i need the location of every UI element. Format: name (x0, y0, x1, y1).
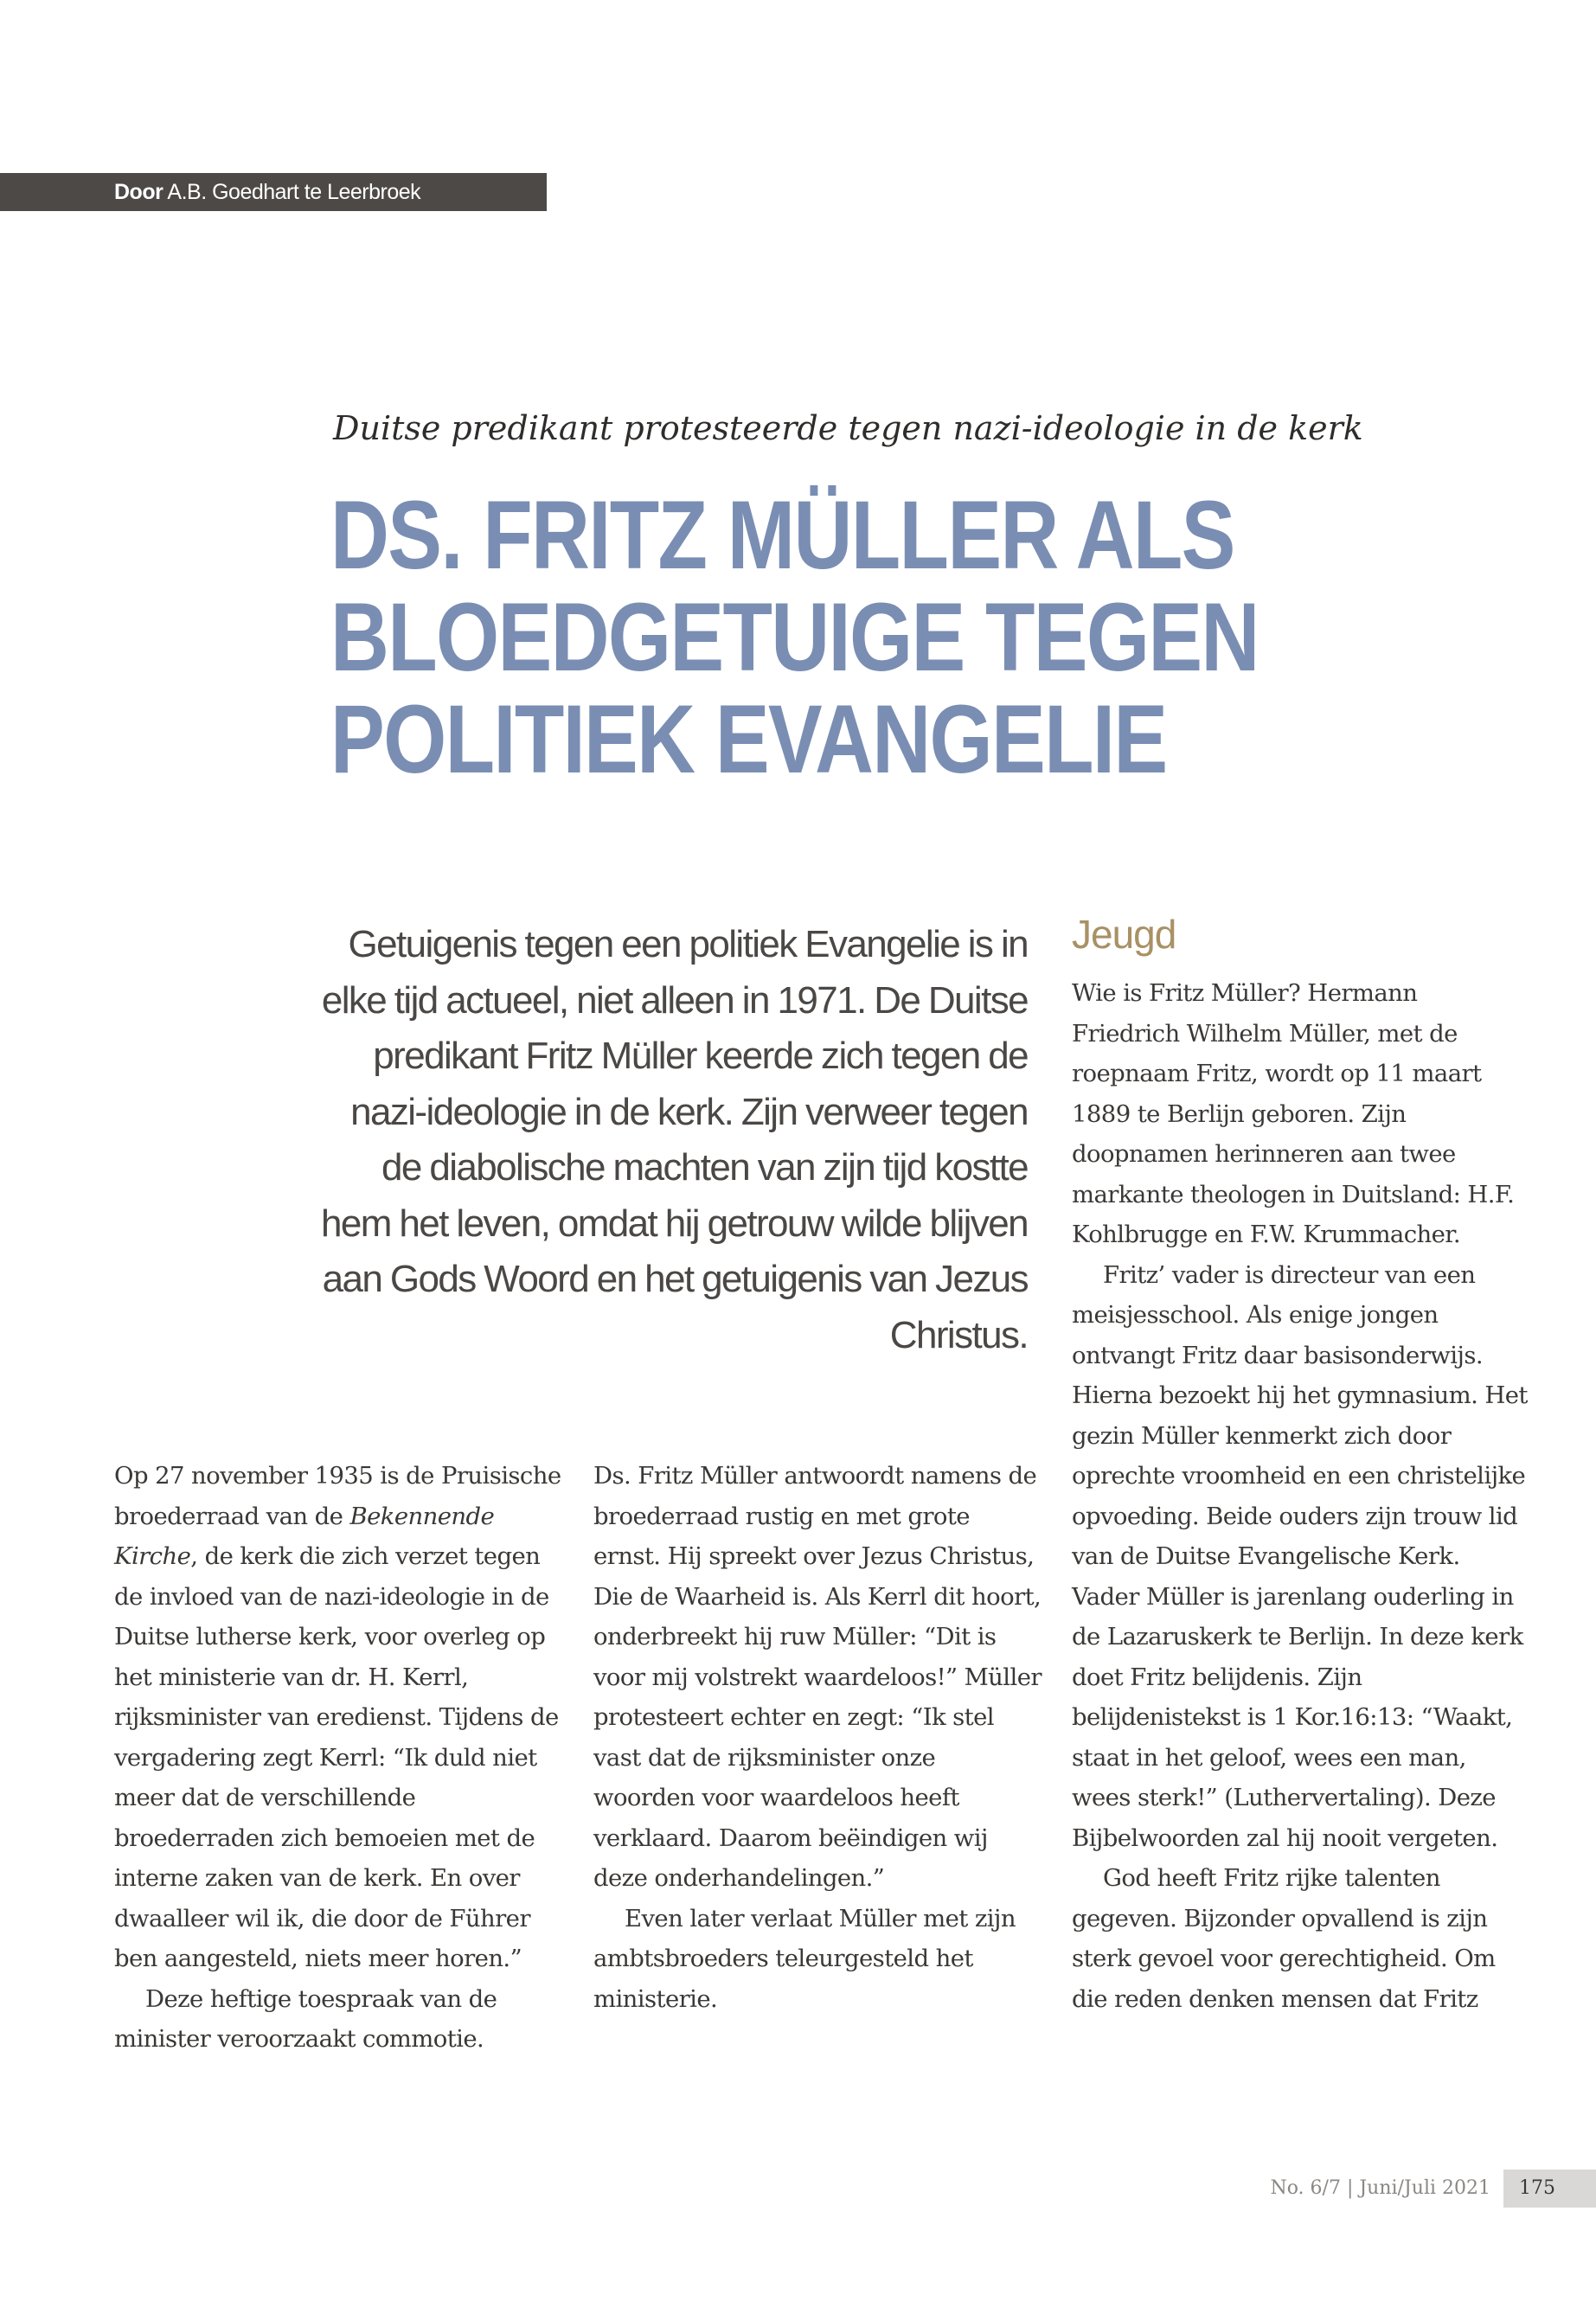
lead-text: Getuigenis tegen een politiek Evangelie is in elke tijd actueel, niet alleen in 1971. De Duitse predikant Fritz Müller keerde zich tegen de nazi-ideologie in de kerk. Zijn verweer tegen de diabolische machten van zijn tijd kostte hem het leven, omdat hij getrouw wilde blijven aan Gods Woord en het getuigenis van Jezus Christus. (321, 923, 1028, 1356)
headline-line-3: POLITIEK EVANGELIE (330, 685, 1167, 793)
column2-paragraph-1: Ds. Fritz Müller antwoordt namens de broederraad rustig en met grote ernst. Hij spreekt over Jezus Christus, Die de Waarheid is. Als Kerrl dit hoort, onderbreekt hij ruw Müller: “Dit is voor mij volstrekt waardeloos!” Müller protesteert echter en zegt: “Ik stel vast dat de rijksminister onze woorden voor waardeloos heeft verklaard. Daarom beëindigen wij deze onderhandelingen.” (593, 1462, 1042, 1892)
section-heading-jeugd: Jeugd (1072, 912, 1176, 957)
article-column-2 (593, 1456, 1043, 2019)
column1-paragraph-2: Deze heftige toespraak van de minister veroorzaakt commotie. (114, 1984, 497, 2053)
headline-line-2: BLOEDGETUIGE TEGEN (330, 583, 1259, 691)
byline-prefix: Door (114, 180, 163, 204)
footer-issue: No. 6/7 | Juni/Juli 2021 (1270, 2177, 1490, 2199)
column3-paragraph-2: Fritz’ vader is directeur van een meisjesschool. Als enige jongen ontvangt Fritz daar basisonderwijs. Hierna bezoekt hij het gymnasium. Het gezin Müller kenmerkt zich door oprechte vroomheid en een christelijke opvoeding. Beide ouders zijn trouw lid van de Duitse Evangelische Kerk. Vader Müller is jarenlang ouderling in de Lazaruskerk te Berlijn. In deze kerk doet Fritz belijdenis. Zijn belijdenistekst is 1 Kor.16:13: “Waakt, staat in het geloof, wees een man, wees sterk!” (Luthervertaling). Deze Bijbelwoorden zal hij nooit vergeten. (1072, 1260, 1528, 1852)
article-column-3 (1072, 973, 1530, 2019)
kicker: Duitse predikant protesteerde tegen nazi-ideologie in de kerk (333, 409, 1363, 447)
column1-paragraph-1 (114, 1456, 564, 1979)
page-number: 175 (1503, 2170, 1596, 2208)
headline (330, 481, 1362, 793)
article-column-1 (114, 1456, 564, 2060)
byline-author: A.B. Goedhart te Leerbroek (167, 180, 421, 204)
byline-bar (0, 173, 547, 211)
headline-line-1: DS. FRITZ MÜLLER ALS (330, 481, 1234, 589)
column1-p1-after: , de kerk die zich verzet tegen de invloed van de nazi-ideologie in de Duitse lutherse kerk, voor overleg op het ministerie van dr. H. Kerrl, rijksminister van eredienst. Tijdens de vergadering zegt Kerrl: “Ik duld niet meer dat de verschillende broederraden zich bemoeien met de interne zaken van de kerk. En over dwaalleer wil ik, die door de Führer ben aangesteld, niets meer horen.” (114, 1542, 559, 1972)
column1-p1-before: Op 27 november 1935 is de Pruisische broederraad van de (114, 1462, 561, 1530)
lead-paragraph (311, 917, 1028, 1363)
column3-paragraph-3: God heeft Fritz rijke talenten gegeven. Bijzonder opvallend is zijn sterk gevoel voor gerechtigheid. Om die reden denken mensen dat Fritz (1072, 1864, 1496, 2013)
column3-paragraph-1: Wie is Fritz Müller? Hermann Friedrich Wilhelm Müller, met de roepnaam Fritz, wordt op 11 maart 1889 te Berlijn geboren. Zijn doopnamen herinneren aan twee markante theologen in Duitsland: H.F. Kohlbrugge en F.W. Krummacher. (1072, 979, 1515, 1248)
column2-paragraph-2: Even later verlaat Müller met zijn ambtsbroeders teleurgesteld het ministerie. (593, 1904, 1016, 2013)
column1-p1-italic: Bekennende Kirche (114, 1502, 495, 1570)
